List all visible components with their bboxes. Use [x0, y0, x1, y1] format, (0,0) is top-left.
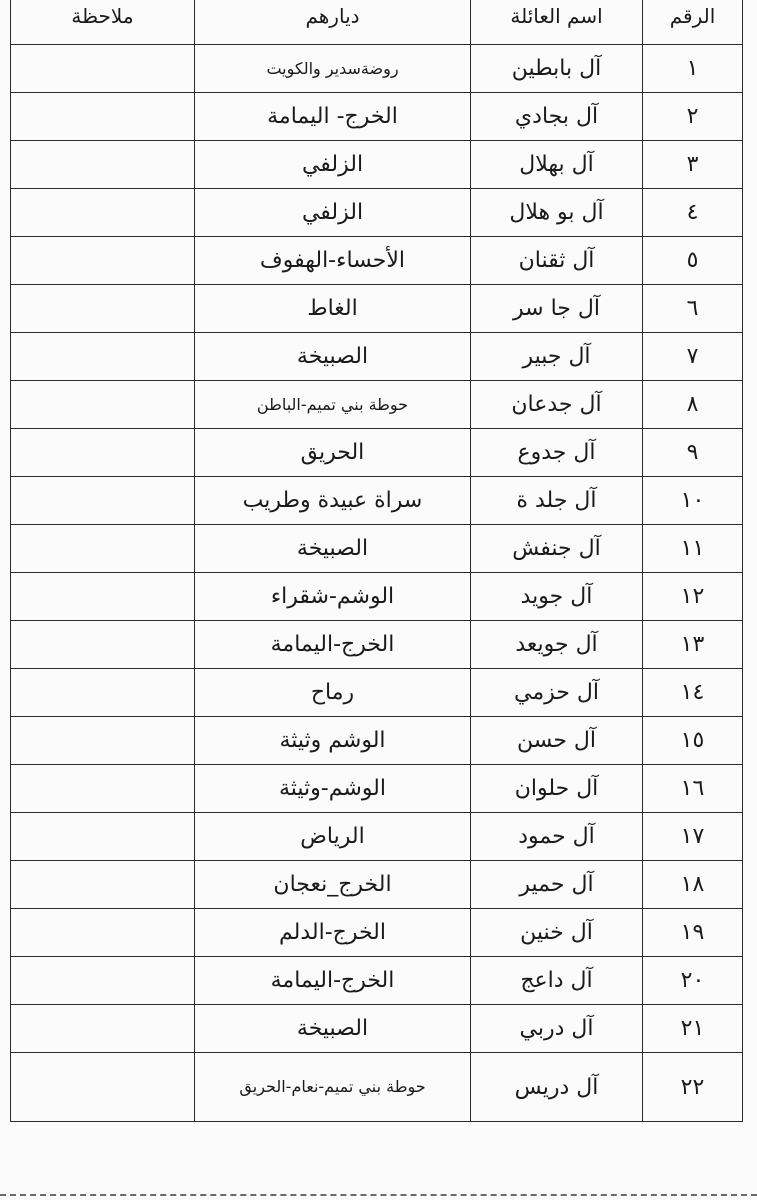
row-number: ٥	[643, 237, 743, 285]
row-number: ١٢	[643, 573, 743, 621]
row-number: ١٦	[643, 765, 743, 813]
family-name-cell: آل جلد ة	[471, 477, 643, 525]
table-row	[11, 429, 743, 477]
family-name-cell: آل بجادي	[471, 93, 643, 141]
family-name-cell: آل جا سر	[471, 285, 643, 333]
notes-cell	[11, 141, 195, 189]
notes-cell	[11, 429, 195, 477]
notes-cell	[11, 285, 195, 333]
row-number: ٣	[643, 141, 743, 189]
homeland-cell: الوشم-شقراء	[195, 573, 471, 621]
header-notes: ملاحظة	[11, 0, 195, 45]
notes-cell	[11, 909, 195, 957]
homeland-cell: الخرج- اليمامة	[195, 93, 471, 141]
table-row	[11, 525, 743, 573]
homeland-cell: الغاط	[195, 285, 471, 333]
table-row	[11, 93, 743, 141]
family-name-cell: آل حمود	[471, 813, 643, 861]
notes-cell	[11, 333, 195, 381]
family-name-cell: آل ثقنان	[471, 237, 643, 285]
table-row	[11, 717, 743, 765]
homeland-cell: حوطة بني تميم-نعام-الحريق	[195, 1053, 471, 1122]
family-name-cell: آل جدوع	[471, 429, 643, 477]
row-number: ٧	[643, 333, 743, 381]
notes-cell	[11, 1053, 195, 1122]
table-row	[11, 957, 743, 1005]
row-number: ١٧	[643, 813, 743, 861]
row-number: ٨	[643, 381, 743, 429]
row-number: ٢	[643, 93, 743, 141]
row-number: ١١	[643, 525, 743, 573]
table-row	[11, 813, 743, 861]
row-number: ١٨	[643, 861, 743, 909]
family-name-cell: آل حمير	[471, 861, 643, 909]
row-number: ١٤	[643, 669, 743, 717]
row-number: ٤	[643, 189, 743, 237]
notes-cell	[11, 525, 195, 573]
row-number: ٢٠	[643, 957, 743, 1005]
homeland-cell: الرياض	[195, 813, 471, 861]
homeland-cell: الخرج-اليمامة	[195, 621, 471, 669]
table-row	[11, 621, 743, 669]
table-row	[11, 381, 743, 429]
table-row	[11, 285, 743, 333]
table-row	[11, 1053, 743, 1122]
row-number: ٩	[643, 429, 743, 477]
row-number: ١٥	[643, 717, 743, 765]
table-header-row	[11, 0, 743, 45]
families-table	[10, 0, 743, 1122]
notes-cell	[11, 957, 195, 1005]
header-family-name: اسم العائلة	[471, 0, 643, 45]
notes-cell	[11, 765, 195, 813]
family-name-cell: آل حزمي	[471, 669, 643, 717]
table-row	[11, 669, 743, 717]
page-bottom-edge	[0, 1194, 757, 1196]
homeland-cell: الزلفي	[195, 189, 471, 237]
notes-cell	[11, 189, 195, 237]
notes-cell	[11, 381, 195, 429]
family-name-cell: آل جويعد	[471, 621, 643, 669]
family-name-cell: آل بو هلال	[471, 189, 643, 237]
header-homeland: ديارهم	[195, 0, 471, 45]
family-name-cell: آل خنين	[471, 909, 643, 957]
table-row	[11, 861, 743, 909]
notes-cell	[11, 573, 195, 621]
table-row	[11, 333, 743, 381]
family-name-cell: آل حسن	[471, 717, 643, 765]
family-name-cell: آل دريس	[471, 1053, 643, 1122]
homeland-cell: رماح	[195, 669, 471, 717]
notes-cell	[11, 1005, 195, 1053]
homeland-cell: الصبيخة	[195, 525, 471, 573]
homeland-cell: الحريق	[195, 429, 471, 477]
row-number: ١	[643, 45, 743, 93]
table-row	[11, 237, 743, 285]
row-number: ١٩	[643, 909, 743, 957]
homeland-cell: حوطة بني تميم-الباطن	[195, 381, 471, 429]
homeland-cell: الصبيخة	[195, 1005, 471, 1053]
family-name-cell: آل داعج	[471, 957, 643, 1005]
family-name-cell: آل جويد	[471, 573, 643, 621]
homeland-cell: روضةسدير والكويت	[195, 45, 471, 93]
notes-cell	[11, 813, 195, 861]
family-name-cell: آل جبير	[471, 333, 643, 381]
table-row	[11, 909, 743, 957]
row-number: ٢٢	[643, 1053, 743, 1122]
family-name-cell: آل دربي	[471, 1005, 643, 1053]
notes-cell	[11, 621, 195, 669]
family-name-cell: آل حلوان	[471, 765, 643, 813]
row-number: ١٠	[643, 477, 743, 525]
table-row	[11, 45, 743, 93]
table-row	[11, 765, 743, 813]
homeland-cell: الصبيخة	[195, 333, 471, 381]
notes-cell	[11, 477, 195, 525]
family-name-cell: آل جدعان	[471, 381, 643, 429]
header-number: الرقم	[643, 0, 743, 45]
table-row	[11, 1005, 743, 1053]
family-name-cell: آل بهلال	[471, 141, 643, 189]
homeland-cell: الزلفي	[195, 141, 471, 189]
homeland-cell: الأحساء-الهفوف	[195, 237, 471, 285]
table-row	[11, 141, 743, 189]
row-number: ٢١	[643, 1005, 743, 1053]
family-name-cell: آل جنفش	[471, 525, 643, 573]
homeland-cell: الخرج-اليمامة	[195, 957, 471, 1005]
family-name-cell: آل بابطين	[471, 45, 643, 93]
table-row	[11, 189, 743, 237]
notes-cell	[11, 45, 195, 93]
notes-cell	[11, 237, 195, 285]
notes-cell	[11, 717, 195, 765]
homeland-cell: الخرج_نعجان	[195, 861, 471, 909]
table-row	[11, 477, 743, 525]
homeland-cell: سراة عبيدة وطريب	[195, 477, 471, 525]
notes-cell	[11, 861, 195, 909]
row-number: ١٣	[643, 621, 743, 669]
notes-cell	[11, 93, 195, 141]
notes-cell	[11, 669, 195, 717]
row-number: ٦	[643, 285, 743, 333]
homeland-cell: الوشم وثيثة	[195, 717, 471, 765]
table-row	[11, 573, 743, 621]
homeland-cell: الوشم-وثيثة	[195, 765, 471, 813]
homeland-cell: الخرج-الدلم	[195, 909, 471, 957]
